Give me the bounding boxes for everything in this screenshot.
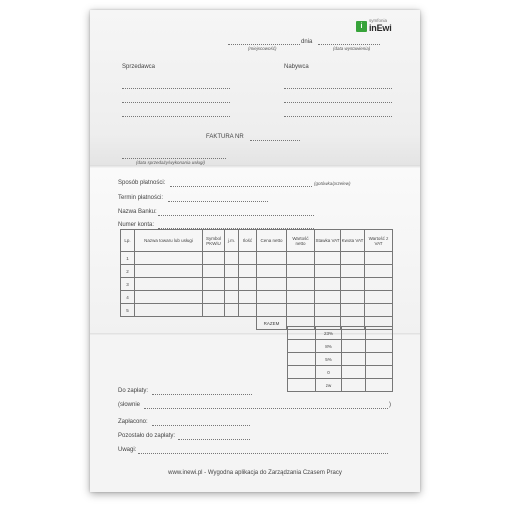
logo-subtitle: symfonia (369, 18, 388, 23)
bank-name-label: Nazwa Banku: (118, 209, 157, 215)
row-number: 1 (121, 252, 135, 265)
col-header: Kwota VAT (341, 230, 365, 252)
col-header: Symbol PKWiU (203, 230, 225, 252)
seller-line-3[interactable] (122, 116, 230, 117)
vat-rate: 5% (316, 353, 342, 366)
account-number-label: Numer konta: (118, 222, 155, 228)
sale-date-line[interactable] (122, 158, 226, 159)
table-row (288, 366, 393, 379)
vat-rate: 0 (316, 366, 342, 379)
date-suffix: dnia (301, 39, 313, 45)
footer-text: www.inewi.pl - Wygodna aplikacja do Zarządzania Czasem Pracy (168, 470, 342, 476)
items-header-row (121, 230, 393, 252)
col-header: Nazwa towaru lub usługi (135, 230, 203, 252)
col-header: Wartość z VAT (365, 230, 393, 252)
issue-date-line[interactable] (318, 44, 380, 45)
to-pay-line[interactable] (152, 394, 252, 395)
remaining-line[interactable] (178, 439, 250, 440)
buyer-line-1[interactable] (284, 88, 392, 89)
sale-date-hint: (data sprzedaży/wykonania usługi) (136, 160, 206, 165)
col-header: Lp. (121, 230, 135, 252)
row-number: 4 (121, 291, 135, 304)
payment-method-hint: (gotówka/przelew) (314, 181, 351, 186)
in-words-label: (słownie (118, 402, 141, 408)
buyer-label: Nabywca (284, 64, 309, 70)
col-header: Stawka VAT (315, 230, 341, 252)
table-row (288, 327, 393, 340)
in-words-close: ) (389, 402, 391, 408)
place-line[interactable] (228, 44, 300, 45)
invoice-number-label: FAKTURA NR (206, 134, 244, 140)
notes-line[interactable] (138, 453, 388, 454)
seller-label: Sprzedawca (122, 64, 156, 70)
buyer-line-3[interactable] (284, 116, 392, 117)
seller-line-2[interactable] (122, 102, 230, 103)
vat-rate: 23% (316, 327, 342, 340)
table-row (288, 379, 393, 392)
buyer-line-2[interactable] (284, 102, 392, 103)
table-row (288, 353, 393, 366)
invoice-number-line[interactable] (250, 140, 300, 141)
place-hint: (miejscowość) (248, 46, 277, 51)
seller-line-1[interactable] (122, 88, 230, 89)
col-header: Cena netto (257, 230, 287, 252)
row-number: 5 (121, 304, 135, 317)
payment-due-label: Termin płatności: (118, 195, 164, 201)
table-row (288, 340, 393, 353)
payment-method-label: Sposób płatności: (118, 180, 166, 186)
table-row (121, 265, 393, 278)
table-row (121, 278, 393, 291)
bank-name-line[interactable] (158, 215, 314, 216)
logo-mark-icon: i (356, 21, 367, 32)
issue-date-hint: (data wystawienia) (333, 46, 371, 51)
vat-breakdown-table (287, 326, 393, 392)
table-row (121, 252, 393, 265)
paid-line[interactable] (152, 425, 250, 426)
paid-label: Zapłacono: (118, 419, 148, 425)
row-number: 2 (121, 265, 135, 278)
table-row (121, 291, 393, 304)
remaining-label: Pozostało do zapłaty: (118, 433, 176, 439)
items-table (120, 229, 393, 330)
col-header: j.m. (225, 230, 239, 252)
col-header: Ilość (239, 230, 257, 252)
vat-rate: zw (316, 379, 342, 392)
total-label: RAZEM (257, 317, 287, 330)
to-pay-label: Do zapłaty: (118, 388, 149, 394)
notes-label: Uwagi: (118, 447, 137, 453)
inewi-logo (356, 16, 416, 36)
invoice-sheet (90, 10, 420, 492)
col-header: Wartość netto (287, 230, 315, 252)
logo-name: inEwi (369, 23, 392, 33)
in-words-line[interactable] (144, 408, 388, 409)
row-number: 3 (121, 278, 135, 291)
payment-method-line[interactable] (170, 186, 312, 187)
payment-due-line[interactable] (168, 201, 268, 202)
vat-rate: 8% (316, 340, 342, 353)
table-row (121, 304, 393, 317)
